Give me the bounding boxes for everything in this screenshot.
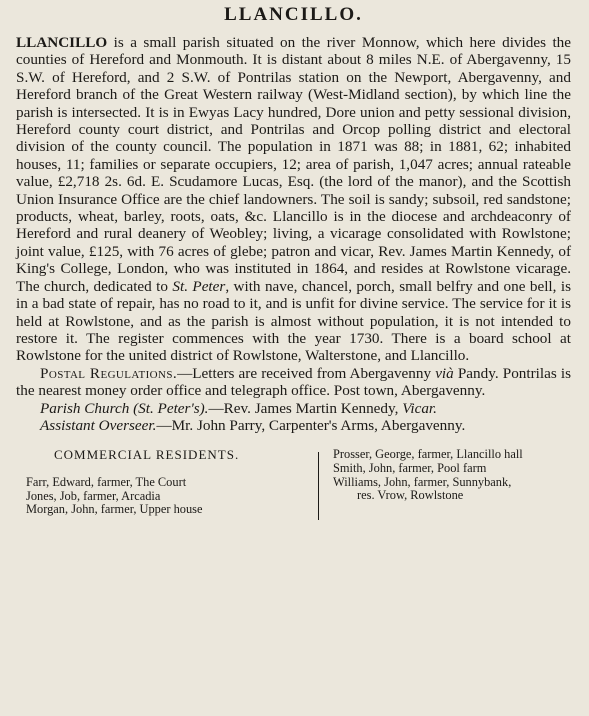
page-title: LLANCILLO. xyxy=(224,4,363,25)
overseer-label: Assistant Overseer. xyxy=(40,416,157,434)
commercial-residents xyxy=(16,448,571,520)
resident-entry: res. Vrow, Rowlstone xyxy=(357,488,464,503)
column-divider xyxy=(318,452,319,520)
church-role: Vicar. xyxy=(402,399,437,417)
parish-name: LLANCILLO xyxy=(16,34,108,51)
postal-regulations xyxy=(16,365,571,400)
resident-entry: Farr, Edward, farmer, The Court xyxy=(26,474,187,489)
resident-entry: Morgan, John, farmer, Upper house xyxy=(26,502,203,517)
resident-entry: Smith, John, farmer, Pool farm xyxy=(333,460,487,475)
overseer-text: —Mr. John Parry, Carpenter's Arms, Abergavenny. xyxy=(156,416,466,434)
church-text: —Rev. James Martin Kennedy, xyxy=(208,399,403,417)
description-text: is a small parish situated on the river Monnow, which here divides the counties of Hereford and Monmouth. It is distant about 8 miles N.E. of Abergavenny, 15 S.W. of Hereford, and 2 S.W. of Pontrilas station on the Newport, Abergavenny, and Hereford branch of the Great Western railway (West-Midland section), by which line the parish is intersected. It is in Ewyas Lacy hundred, Dore union and petty sessional division, Hereford county court district, and Pontrilas and Orcop polling district and electoral division of the county council. The population in 1871 was 88; in 1881, 62; inhabited houses, 11; families or separate occupiers, 12; area of parish, 1,047 acres; annual rateable value, £2,718 2s. 6d. E. Scudamore Lucas, Esq. (the lord of the manor), and the Scottish Union Insurance Office are the chief landowners. The soil is sandy; subsoil, red sandstone; products, wheat, barley, roots, oats, &c. Llancillo is in the diocese and archdeaconry of Hereford and rural deanery of Weobley; living, a vicarage consolidated with Rowlstone; joint value, £125, with 76 acres of glebe; patron and vicar, Rev. James Martin Kennedy, of King's College, London, who was instituted in 1864, and resides at Rowlstone vicarage. The church, dedicated to xyxy=(16,34,571,295)
residents-column-right xyxy=(333,448,571,520)
postal-text-b: Pandy. Pontrilas is the nearest money order office and telegraph office. Post town, Abergavenny. xyxy=(16,364,571,400)
resident-entry: Williams, John, farmer, Sunnybank, xyxy=(333,474,512,489)
postal-via: vià xyxy=(435,364,454,382)
resident-entry: Prosser, George, farmer, Llancillo hall xyxy=(333,447,523,462)
postal-label: Postal Regulations. xyxy=(40,364,178,382)
description-text-end: , with nave, chancel, porch, small belfry and one bell, is in a bad state of repair, has no road to it, and is unfit for divine service. The service for it is held at Rowlstone, and as the parish is almost without population, it is not intended to restore it. The register commences with the year 1730. There is a board school at Rowlstone for the united district of Rowlstone, Walterstone, and Llancillo. xyxy=(16,277,571,365)
parish-description xyxy=(16,34,571,365)
parish-church xyxy=(16,400,571,417)
church-label: Parish Church (St. Peter's). xyxy=(40,399,209,417)
church-dedication: St. Peter xyxy=(172,277,226,295)
postal-text-a: —Letters are received from Abergavenny xyxy=(177,364,436,382)
residents-column-left xyxy=(16,448,308,520)
assistant-overseer xyxy=(16,417,571,434)
resident-entry: Jones, Job, farmer, Arcadia xyxy=(26,488,161,503)
residents-heading: COMMERCIAL RESIDENTS. xyxy=(54,447,240,463)
